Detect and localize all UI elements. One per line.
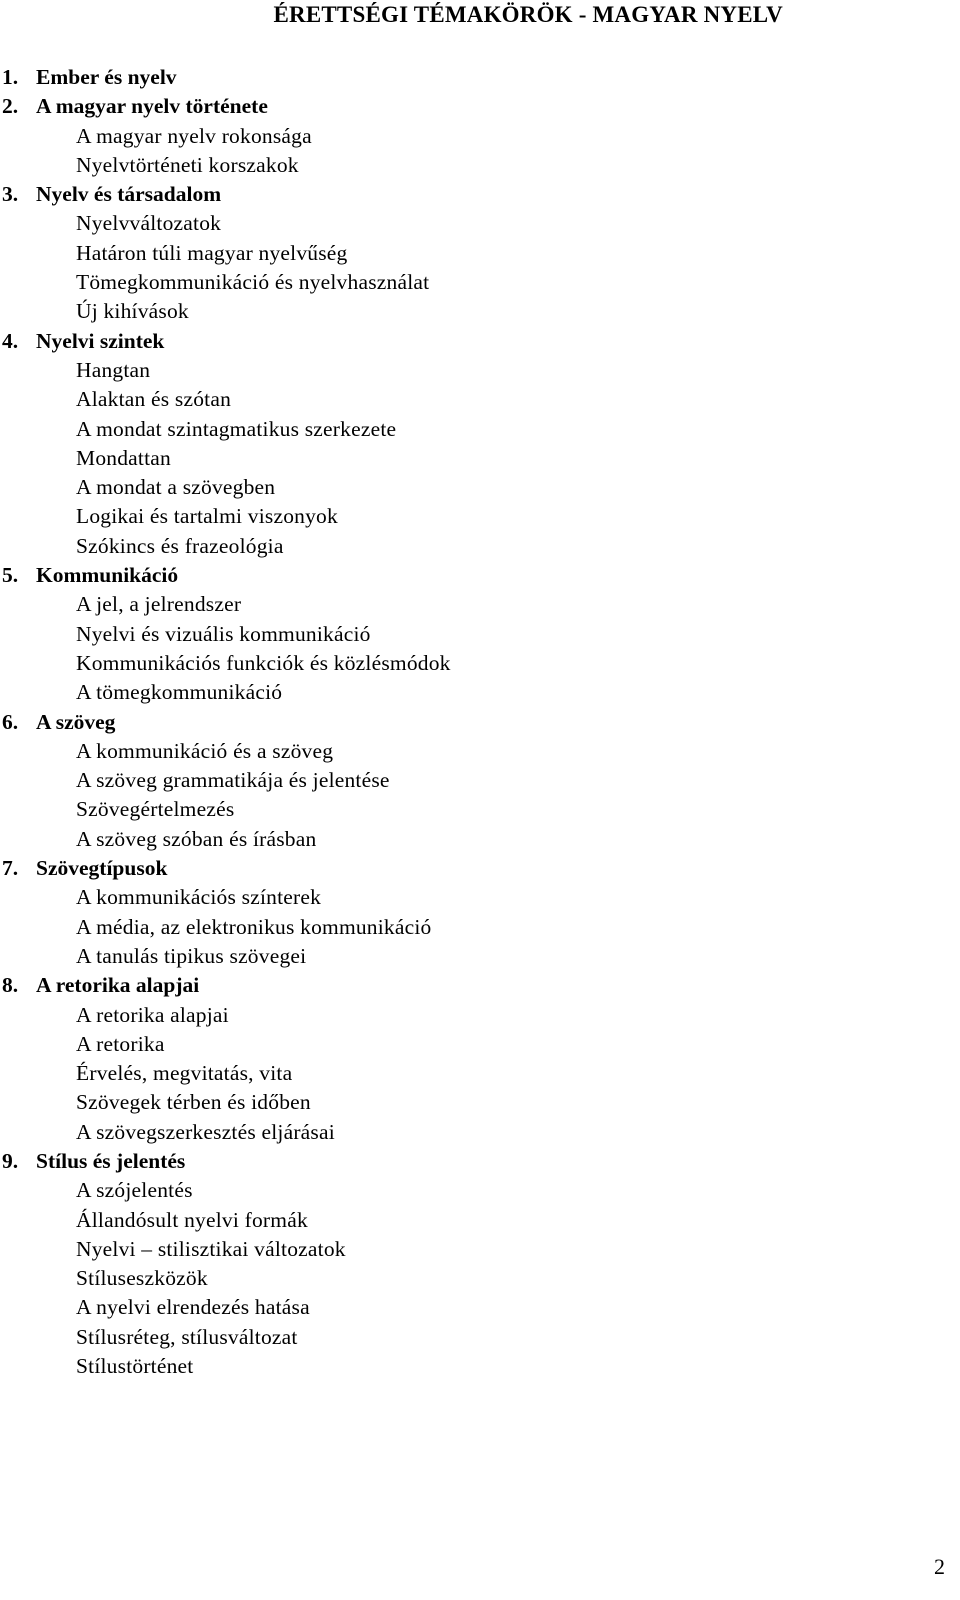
subtopic-item: Stílusréteg, stílusváltozat bbox=[76, 1324, 298, 1349]
subtopic-item: Új kihívások bbox=[76, 299, 189, 324]
subtopic-item: Nyelvtörténeti korszakok bbox=[76, 152, 299, 177]
topic-heading bbox=[2, 327, 451, 356]
subtopic-item: Hangtan bbox=[76, 357, 151, 382]
subtopic-item: A retorika bbox=[76, 1031, 165, 1056]
topic-title: A retorika alapjai bbox=[36, 973, 200, 998]
topic-title: Szövegtípusok bbox=[36, 856, 168, 881]
subtopic-item: A tanulás tipikus szövegei bbox=[76, 943, 307, 968]
subtopic-item: Stílustörténet bbox=[76, 1354, 194, 1379]
topic-heading bbox=[2, 708, 451, 737]
subtopic-item: Állandósult nyelvi formák bbox=[76, 1207, 308, 1232]
topic-heading bbox=[2, 92, 451, 121]
topic-number: 6. bbox=[2, 709, 19, 734]
subtopic-item: A szójelentés bbox=[76, 1178, 193, 1203]
topic-title: Kommunikáció bbox=[36, 563, 179, 588]
topic-number: 9. bbox=[2, 1148, 19, 1173]
subtopic-item: Határon túli magyar nyelvűség bbox=[76, 240, 348, 265]
topic-number: 1. bbox=[2, 65, 19, 89]
subtopic-item: Nyelvi – stilisztikai változatok bbox=[76, 1236, 346, 1261]
topic-heading bbox=[2, 854, 451, 883]
subtopic-item: Mondattan bbox=[76, 445, 171, 470]
topic-heading bbox=[2, 561, 451, 590]
topic-heading bbox=[2, 63, 451, 92]
subtopic-item: A szöveg grammatikája és jelentése bbox=[76, 768, 390, 793]
subtopic-item: A nyelvi elrendezés hatása bbox=[76, 1295, 310, 1320]
subtopic-item: Alaktan és szótan bbox=[76, 387, 232, 412]
subtopic-item: Szókincs és frazeológia bbox=[76, 533, 284, 558]
topic-title: Stílus és jelentés bbox=[36, 1148, 186, 1173]
subtopic-item: A magyar nyelv rokonsága bbox=[76, 123, 312, 148]
subtopic-item: A szöveg szóban és írásban bbox=[76, 826, 317, 851]
topic-heading bbox=[2, 180, 451, 209]
topic-heading bbox=[2, 1147, 451, 1176]
subtopic-item: Nyelvváltozatok bbox=[76, 211, 222, 236]
topic-number: 2. bbox=[2, 94, 19, 119]
topic-heading bbox=[2, 971, 451, 1000]
topic-number: 4. bbox=[2, 328, 19, 353]
subtopic-item: Szövegértelmezés bbox=[76, 797, 235, 822]
subtopic-item: A média, az elektronikus kommunikáció bbox=[76, 914, 432, 939]
subtopic-item: Stíluseszközök bbox=[76, 1266, 208, 1291]
subtopic-item: A kommunikációs színterek bbox=[76, 885, 322, 910]
subtopic-item: Kommunikációs funkciók és közlésmódok bbox=[76, 650, 451, 675]
subtopic-item: Szövegek térben és időben bbox=[76, 1090, 311, 1115]
topic-title: A magyar nyelv története bbox=[36, 94, 268, 119]
topic-number: 5. bbox=[2, 563, 19, 588]
subtopic-item: A retorika alapjai bbox=[76, 1002, 229, 1027]
topic-title: Ember és nyelv bbox=[36, 65, 177, 89]
subtopic-item: A mondat szintagmatikus szerkezete bbox=[76, 416, 397, 441]
topic-list bbox=[2, 63, 451, 1381]
topic-title: Nyelv és társadalom bbox=[36, 182, 222, 207]
subtopic-item: Logikai és tartalmi viszonyok bbox=[76, 504, 338, 529]
topic-number: 7. bbox=[2, 856, 19, 881]
subtopic-item: A mondat a szövegben bbox=[76, 475, 276, 500]
topic-title: A szöveg bbox=[36, 709, 116, 734]
subtopic-item: Érvelés, megvitatás, vita bbox=[76, 1061, 293, 1086]
page-title: ÉRETTSÉGI TÉMAKÖRÖK - MAGYAR NYELV bbox=[273, 2, 783, 27]
subtopic-item: Nyelvi és vizuális kommunikáció bbox=[76, 621, 371, 646]
topic-title: Nyelvi szintek bbox=[36, 328, 165, 353]
page-number: 2 bbox=[934, 1554, 945, 1579]
subtopic-item: A jel, a jelrendszer bbox=[76, 592, 242, 617]
topic-number: 8. bbox=[2, 973, 19, 998]
topic-number: 3. bbox=[2, 182, 19, 207]
subtopic-item: A kommunikáció és a szöveg bbox=[76, 738, 334, 763]
subtopic-item: A tömegkommunikáció bbox=[76, 680, 283, 705]
subtopic-item: A szövegszerkesztés eljárásai bbox=[76, 1119, 335, 1144]
subtopic-item: Tömegkommunikáció és nyelvhasználat bbox=[76, 270, 430, 295]
